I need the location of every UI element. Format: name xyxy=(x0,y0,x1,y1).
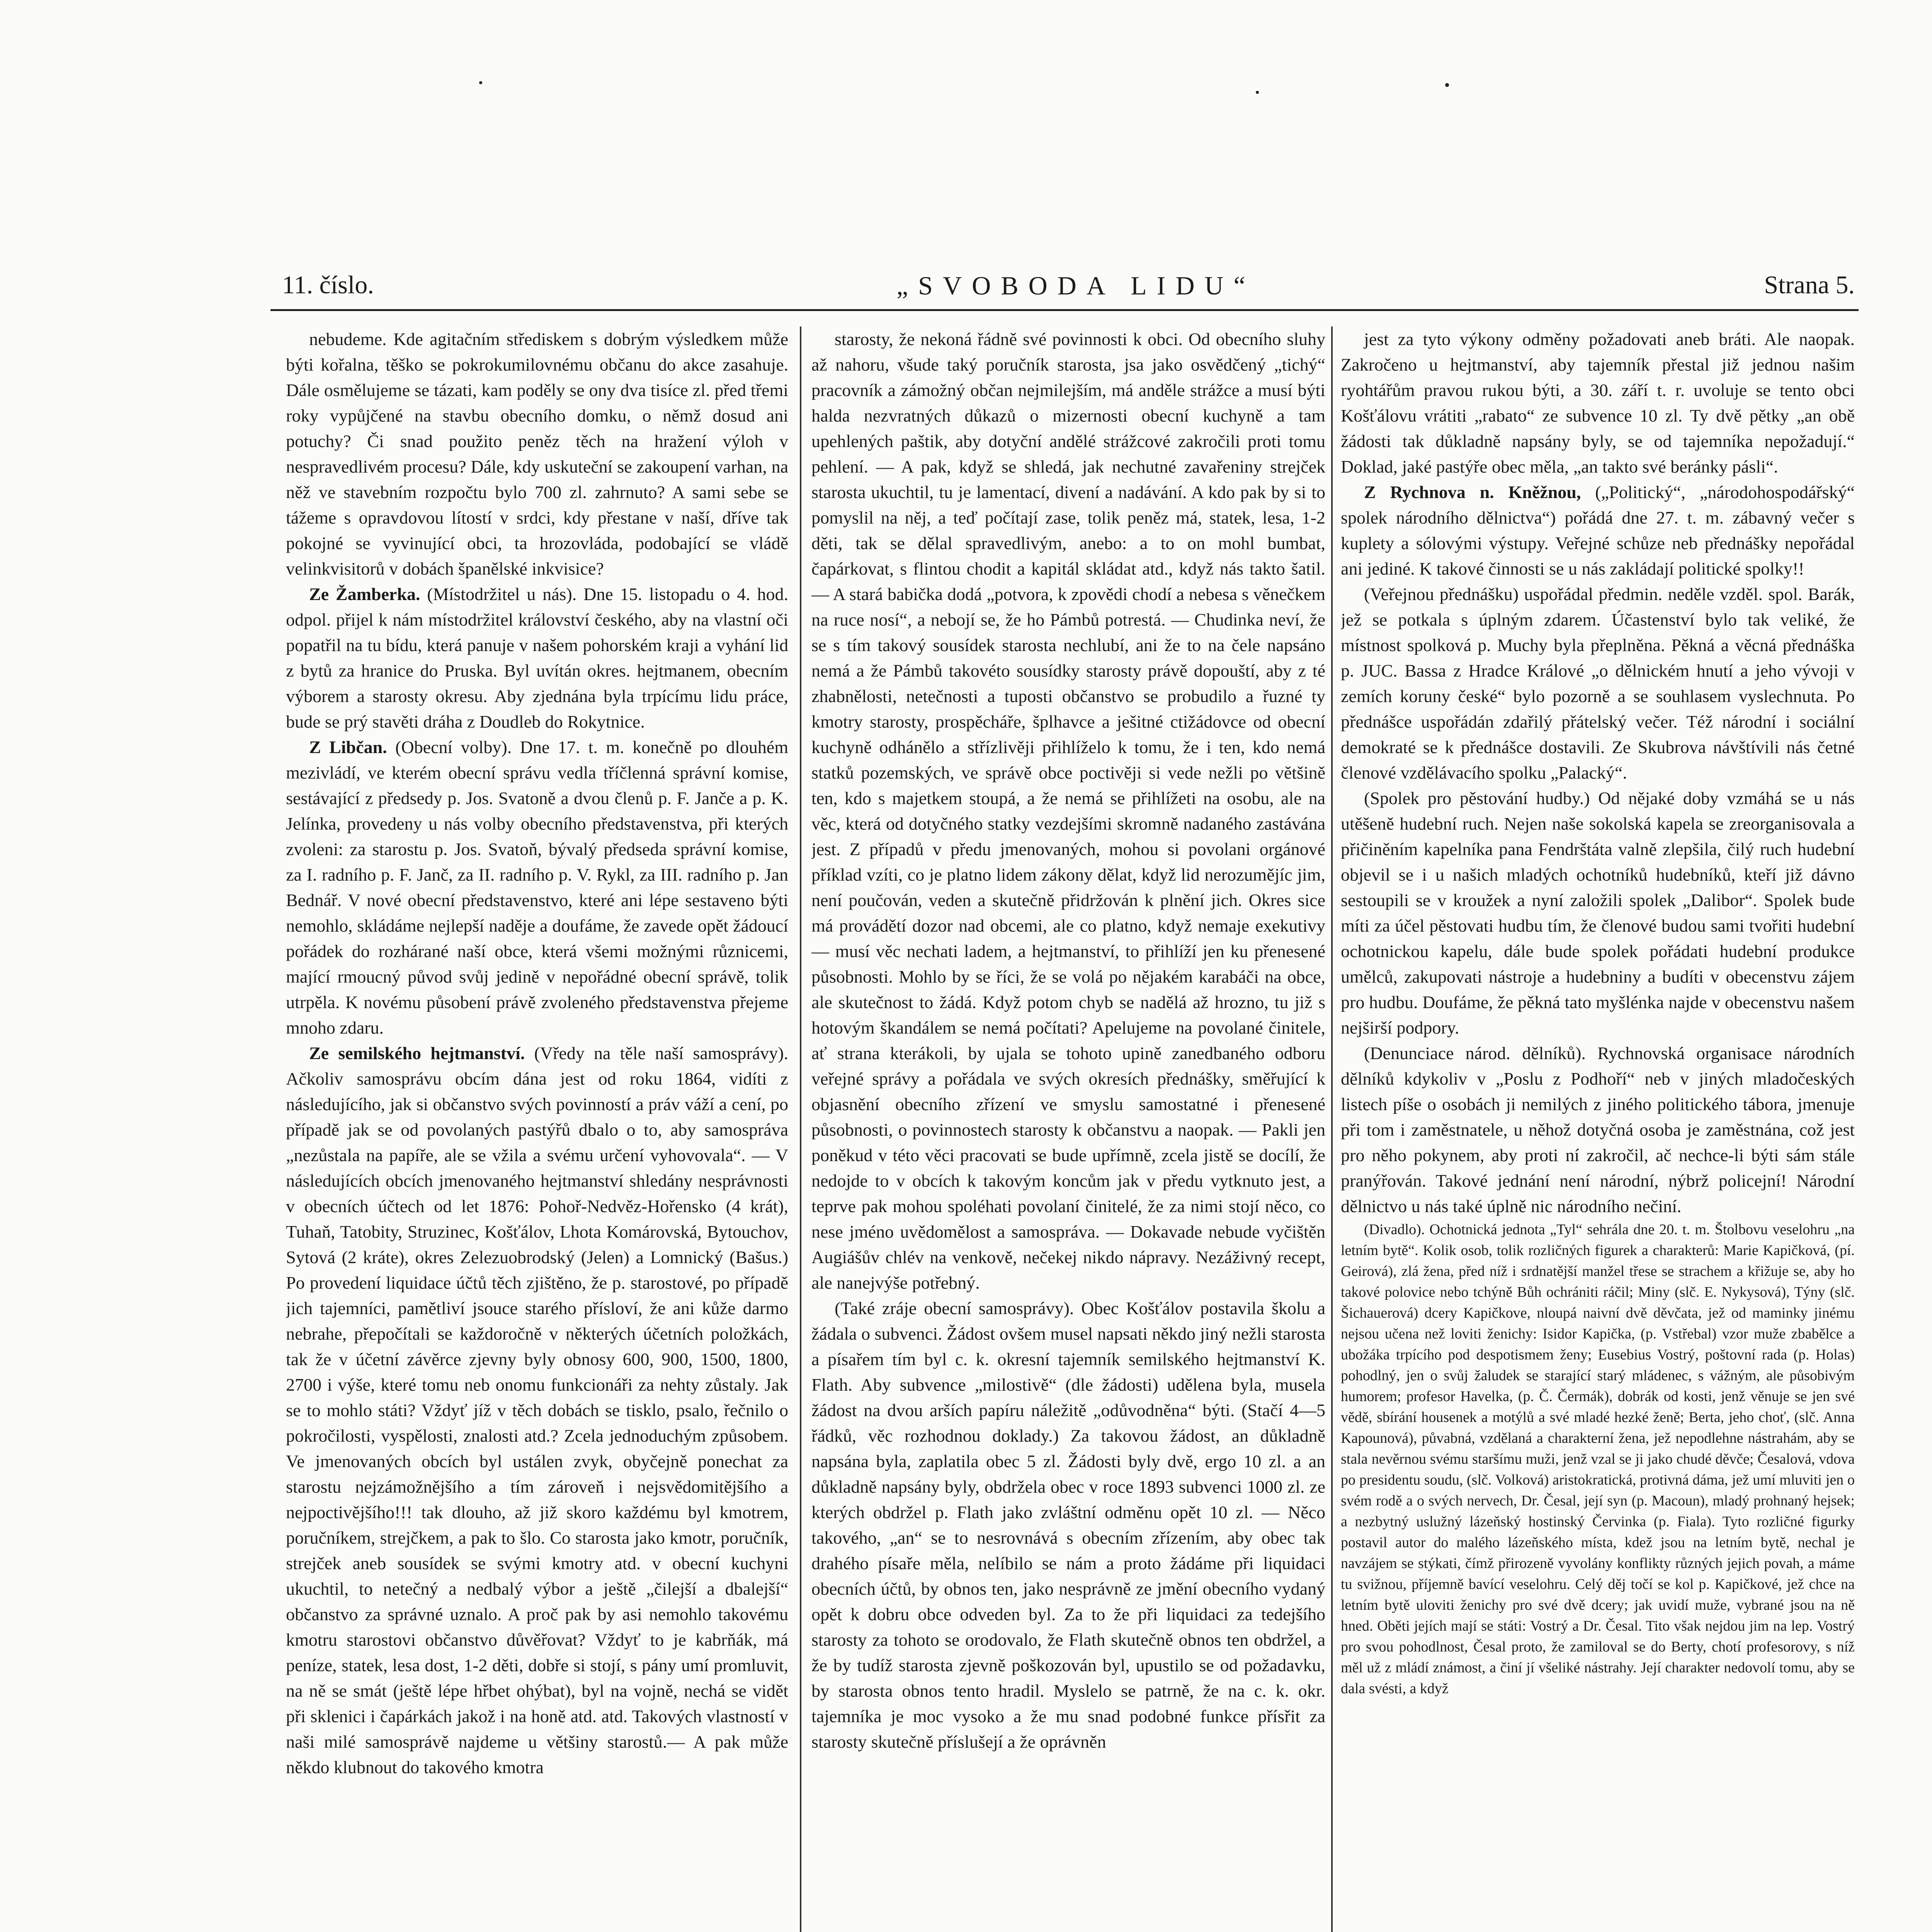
article-heading: Ze semilského hejtmanství. xyxy=(309,1043,525,1063)
article-paragraph xyxy=(1341,327,1855,480)
column-divider xyxy=(1331,327,1333,1932)
article-paragraph xyxy=(286,735,788,1041)
article-paragraph xyxy=(1341,480,1855,582)
article-paragraph xyxy=(1341,1219,1855,1699)
article-paragraph xyxy=(286,582,788,735)
page-header xyxy=(270,270,1855,313)
article-paragraph xyxy=(811,1296,1325,1755)
scan-speck xyxy=(1445,83,1449,87)
header-rule xyxy=(270,309,1859,311)
article-text: (Vředy na těle naší samosprávy). Ačkoliv samosprávu obcím dána jest od roku 1864, vidíti z následujícího, jak si občanstvo svých povinností a práv váží a cení, po případě jak se od povolaných pastýřů dbalo o to, aby samospráva „nezůstala na papíře, ale se vžila a svému určení vyhovovala“. — V následujících obcích jmenovaného hejtmanství shledány nesprávnosti v obecních účtech od let 1876: Pohoř-Nedvěz-Hořensko (4 krát), Tuhaň, Tatobity, Struzinec, Košťálov, Lhota Komárovská, Bytouchov, Sytová (2 kráte), okres Zelezuobrodský (Jelen) a Lomnický (Bašus.) Po provedení liquidace účtů těch zjištěno, že p. starostové, po případě jich tajemníci, pamětliví jsouce starého přísloví, že ani kůže darmo nebrahe, přepočítali se každoročně v některých účetních položkách, tak že v účetní závěrce zjevny byly obnosy 600, 900, 1500, 1800, 2700 i výše, které tomu neb onomu funkcionáři za nehty zůstaly. Jak se to mohlo státi? Vždyť jíž v těch dobách se tisklo, psalo, řečnilo o pokročilosti, vyspělosti, znalosti atd.? Zcela jednoduchým způsobem. Ve jmenovaných obcích byl ustálen zvyk, obyčejně ponechat za starostu nejzámožnějšího a tím zároveň i nejsvědomitějšího a nejpoctivějšího!!! tak dlouho, až již skoro každému byl kmotrem, poručníkem, strejčkem, a pak to šlo. Co starosta jako kmotr, poručník, strejček aneb sousídek se svými kmotry atd. v obecní kuchyni ukuchtil, to netečný a nedbalý výbor a ještě „čilejší a dbalejší“ občanstvo za správné uznalo. A proč pak by asi nemohlo takovému kmotru starostovi občanstvo důvěřovat? Vždyť to je kabrňák, má peníze, statek, lesa dost, 1-2 děti, dobře si stojí, s pány umí promluvit, na ně se smát (ještě lépe hřbet ohýbat), byl na vojně, nechá se vidět při sklenici i čapárkách jakož i na honě atd. atd. Takových vlastností v naši milé samosprávě najdeme u většiny starostů.— A pak může někdo klubnout do takového kmotra xyxy=(286,1043,788,1777)
article-text: (Denunciace národ. dělníků). Rychnovská organisace národních dělníků kdykoliv v „Poslu z Podhoří“ neb v jiných mladočeských listech píše o osobách ji nemilých z jiného politického tábora, jmenuje při tom i zaměstnatele, u něhož dotyčná osoba je zaměstnána, což jest pro něho pokynem, aby proti ní zakročil, ač nechce-li býti sám stále pranýřován. Takové jednání není národní, nýbrž policejní! Národní dělnictvo u nás také úplně nic národního nečiní. xyxy=(1341,1043,1855,1216)
column-3 xyxy=(1341,327,1855,1932)
scan-speck xyxy=(479,81,482,84)
page-number: Strana 5. xyxy=(1764,271,1855,299)
article-text: (Veřejnou přednášku) uspořádal předmin. neděle vzděl. spol. Barák, jež se potkala s úplným zdarem. Účastenství bylo tak veliké, že místnost spolková p. Muchy byla přeplněna. Pěkná a věcná přednáška p. JUC. Bassa z Hradce Králové „o dělnickém hnutí a jeho vývoji v zemích koruny české“ bylo pozorně a se souhlasem vyslechnuta. Po přednášce uspořádán zdařilý přátelský večer. Též národní i sociální demokraté se k přednášce dostavili. Ze Skubrova návštívili nás četné členové vzdělávacího spolku „Palacký“. xyxy=(1341,584,1855,782)
article-text: starosty, že nekoná řádně své povinnosti k obci. Od obecního sluhy až nahoru, všude taký poručník starosta, jsa jako osvědčený „tichý“ pracovník a zámožný občan nejmilejším, má anděle strážce a musí býti halda nezvratných důkazů o mizernosti obecní kuchyně a tam upehlených paštik, aby dotyční andělé strážcové zakročili proti tomu pehlení. — A pak, když se shledá, jak nechutné zavařeniny strejček starosta ukuchtil, tu je lamentací, divení a nadávání. A kdo pak by si to pomyslil na něj, a teď počítají zase, tolik peněz má, statek, lesa, 1-2 děti, tak se dělal spravedlivým, anebo: a to on mohl bumbat, čapárkovat, s flintou chodit a kapitál skládat atd., když nás takto šatil. — A stará babička dodá „potvora, k zpovědi chodí a nebesa s věnečkem na ruce nosí“, a nebojí se, že ho Pámbů potrestá. — Chudinka neví, že se s tím takový sousídek starosta nechlubí, ani že to na čele napsáno nemá a že Pámbů takovéto sousídky starosty právě dopouští, aby z té zhabnělosti, netečnosti a tuposti občanstvo se probudilo a řuzné ty kmotry starosty, prospěcháře, šplhavce a ješitné ctižádovce od obecní kuchyně odhánělo a střízlivěji přihlíželo k tomu, že i ten, kdo nemá statků pozemských, ve správě obce poctivěji si vede nežli po většině ten, kdo s majetkem stoupá, a že nemá se přihlížeti na osobu, ale na věc, která od dotyčného statky vezdejšími skromně nadaného zastávána jest. Z případů v předu jmenovaných, mohou si povolani orgánové příklad vzíti, co je platno lidem zákony dělat, když lid nerozumějíc jim, není poučován, veden a skutečně přidržován k plnění jich. Okres sice má provádětí dozor nad obcemi, ale co platno, když nemaje exekutivy — musí věc nechati ladem, a hejtmanství, to přihlíží jen ku přenesené působnosti. Mohlo by se říci, že se volá po nějakém karabáči na obce, ale skutečnost to žádá. Když potom chyb se nadělá až hrozno, tu již s hotovým škandálem se nemá počítati? Apelujeme na povolané činitele, ať strana kterákoli, by ujala se tohoto upině zanedbaného odboru veřejné správy a pořádala ve svých okresích přednášky, směřující k objasnění obecního zřízení ve smyslu samostatné i přenesené působnosti, o povinnostech starosty k občanstvu a naopak. — Pakli jen poněkud v této věci pracovati se bude upřímně, zcela jistě se docílí, že nedojde to v obcích k takovým koncům jak v předu vytknuto jest, a teprve pak mohou spoléhati povolaní činitelé, že za nimi stojí něco, co nese jméno uvědomělost a samospráva. — Dokavade nebude vyčištěn Augiášův chlév na venkově, nečekej nikdo nápravy. Nezáživný recept, ale nanejvýše potřebný. xyxy=(811,329,1325,1293)
newspaper-title: „SVOBODA LIDU“ xyxy=(896,271,1255,300)
article-text: (Místodržitel u nás). Dne 15. listopadu o 4. hod. odpol. přijel k nám místodržitel království českého, aby na vlastní oči popatřil na tu bídu, která panuje v našem pohorském kraji a vyhání lid z bytů za hranice do Pruska. Byl uvítán okres. hejtmanem, obecním výborem a starosty okresu. Aby zjednána byla trpícímu lidu práce, bude se prý stavěti dráha z Doudleb do Rokytnice. xyxy=(286,584,788,731)
article-heading: Z Rychnova n. Kněžnou, xyxy=(1364,482,1581,502)
issue-number: 11. číslo. xyxy=(282,271,374,299)
article-heading: Ze Žamberka. xyxy=(309,584,420,604)
column-2 xyxy=(811,327,1325,1932)
article-paragraph xyxy=(286,1041,788,1780)
article-text: (Spolek pro pěstování hudby.) Od nějaké doby vzmáhá se u nás utěšeně hudební ruch. Nejen naše sokolská kapela se zreorganisovala a přičiněním kapelníka pana Fendrštáta valně zlepšila, čilý ruch hudební objevil se i u našich mladých ochotníků hudebníků, kteří již dávno sestoupili se v kroužek a nyní založili spolek „Dalibor“. Spolek bude míti za účel pěstovati hudbu tím, že členové budou sami tvořiti hudební ochotnickou kapelu, dále bude spolek pořádati hudební produkce umělců, zakupovati nástroje a hudebniny a budíti v obecenstvu zájem pro hudbu. Doufáme, že pěkná tato myšlénka najde v obecenstvu našem nejširší podpory. xyxy=(1341,788,1855,1037)
article-heading: Z Libčan. xyxy=(309,737,387,757)
article-paragraph xyxy=(1341,786,1855,1041)
scan-speck xyxy=(1256,91,1259,94)
article-text: nebudeme. Kde agitačním střediskem s dobrým výsledkem může býti kořalna, těško se pokrokumilovnému občanu do akce zasahuje. Dále osmělujeme se tázati, kam poděly se ony dva tisíce zl. před třemi roky vypůjčené na stavbu obecního domku, o němž dosud ani potuchy? Či snad použito peněz těch na hražení výloh v nespravedlivém procesu? Dále, kdy uskuteční se zakoupení varhan, na něž ve stavebním rozpočtu bylo 700 zl. zahrnuto? A sami sebe se tážeme s opravdovou lítostí v srdci, kdy přestane v naší, dříve tak pokojné se vyvinující obci, ta hrozovláda, podobající se vládě velinkvisitorů v dobách španělské inkvisice? xyxy=(286,329,788,578)
article-paragraph xyxy=(286,327,788,582)
article-paragraph xyxy=(1341,582,1855,786)
column-divider xyxy=(800,327,801,1932)
article-paragraph xyxy=(811,327,1325,1296)
article-paragraph xyxy=(1341,1041,1855,1219)
article-text: (Divadlo). Ochotnická jednota „Tyl“ sehrála dne 20. t. m. Štolbovu veselohru „na letním bytě“. Kolik osob, tolik rozličných figurek a charakterů: Marie Kapičková, (pí. Geirová), zlá žena, před níž i srdnatější manžel třese se strachem a křižuje se, aby ho takové polovice nebo tchýně Bůh ochrániti ráčil; Miny (slč. E. Nykysová), Týny (slč. Šichauerová) dcery Kapičkove, nloupá naivní dvě děvčata, jež od maminky jinému nejsou učena než loviti ženichy: Isidor Kapička, (p. Vstřebal) vzor muže zbabělce a ubožáka trpícího pod despotismem ženy; Eusebius Vostrý, poštovní rada (p. Holas) pohodlný, jen o svůj žaludek se starající starý mládenec, s vážným, ale působivým humorem; profesor Havelka, (p. Č. Čermák), dobrák od kosti, jenž věnuje se jen své vědě, sbírání housenek a motýlů a své mladé hezké ženě; Berta, jeho choť, (slč. Anna Kapounová), půvabná, vzdělaná a charakterní žena, jež nepodlehne nástrahám, aby se stala nevěrnou svému staršímu muži, jenž vzal se ji jako chudé děvče; Česalová, vdova po presidentu soudu, (slč. Volková) aristokratická, protivná dáma, jež umí mluviti jen o svém rodě a o svých nervech, Dr. Česal, její syn (p. Macoun), mladý prohnaný hejsek; a nezbytný uslužný lázeňský hostinský Červinka (p. Fiala). Tyto rozličné figurky postavil autor do malého lázeňského místa, kdež jsou na letním bytě, nechal je navzájem se stýkati, čímž přirozeně vyvolány konflikty různých jejich povah, a máme tu svižnou, příjemně bavící veselohru. Celý děj točí se kol p. Kapičkové, jež chce na letním bytě uloviti ženichy pro své dvě dcery; jak uvidí muže, vybrané jsou na ně hned. Oběti jejích mají se státi: Vostrý a Dr. Česal. Tito však nejdou jim na lep. Vostrý pro svou pohodlnost, Česal proto, že zamiloval se do Berty, chotí profesorovy, s níž měl už z mládí známost, a činí jí všeliké nástrahy. Její charakter nedovolí tomu, aby se dala svésti, a když xyxy=(1341,1221,1855,1697)
article-text: („Politický“, „národohospodářský“ spolek národního dělnictva“) pořádá dne 27. t. m. zábavný večer s kuplety a sólovými výstupy. Veřejné schůze neb přednášky nepořádal ani jediné. K takové činnosti se u nás zakládají politické spolky!! xyxy=(1341,482,1855,578)
article-text: (Obecní volby). Dne 17. t. m. konečně po dlouhém mezivládí, ve kterém obecní správu vedla tříčlenná správní komise, sestávající z předsedy p. Jos. Svatoně a dvou členů p. F. Janče a p. K. Jelínka, provedeny u nás volby obecního představenstva, při kterých zvoleni: za starostu p. Jos. Svatoň, bývalý předseda správní komise, za I. radního p. F. Janč, za II. radního p. V. Rykl, za III. radního p. Jan Bednář. V nové obecní představenstvo, které ani lépe sestaveno býti nemohlo, skládáme nejlepší naděje a doufáme, že zavede opět žádoucí pořádek do rozhárané naší obce, která všemi možnými různicemi, mající rmoucný původ svůj jedině v nepořádné obecní správě, tolik utrpěla. K novému působení právě zvoleného představenstva přejeme mnoho zdaru. xyxy=(286,737,788,1037)
column-1 xyxy=(286,327,788,1932)
article-text: jest za tyto výkony odměny požadovati aneb bráti. Ale naopak. Zakročeno u hejtmanství, aby tajemník přestal již jednou našim ryohtářům pravou rukou býti, a 30. září t. r. uvoluje se tento obci Košťálovu vrátiti „rabato“ ze subvence 10 zl. Ty dvě pětky „an obě žádosti tak důkladně napsány byly, se od tajemníka nepožadují.“ Doklad, jaké pastýře obec měla, „an takto své beránky pásli“. xyxy=(1341,329,1855,476)
article-text: (Také zráje obecní samosprávy). Obec Košťálov postavila školu a žádala o subvenci. Žádost ovšem musel napsati někdo jiný nežli starosta a písařem tím byl c. k. okresní tajemník semilského hejtmanství K. Flath. Aby subvence „milostivě“ (dle žádosti) udělena byla, musela žádost na dvou arších papíru náležitě „odůvodněna“ býti. (Stačí 4—5 řádků, věc rozhodnou doklady.) Za takovou žádost, an důkladně napsána byla, zaplatila obec 5 zl. Žádosti byly dvě, ergo 10 zl. a an důkladně napsány byly, obdržela obec v roce 1893 subvenci 1000 zl. ze kterých obdržel p. Flath jako zvláštní odměnu opět 10 zl. — Něco takového, „an“ se to nesrovnává s obecním zřízením, aby obec tak drahého písaře měla, nelíbilo se nám a proto žádáme při liquidaci obecních účtů, by obnos ten, jako nesprávně ze jmění obecního vydaný opět k dobru obce odveden byl. Za to že při liquidaci za tedejšího starosty za tohoto se orodovalo, že Flath skutečně obnos ten obdržel, a že by tudíž starosta zjevně poškozován byl, upustilo se od požadavku, by starosta obnos tento hradil. Myslelo se patrně, že na c. k. okr. tajemníka je moc vysoko a že mu snad podobné funkce přísřit za starosty skutečně příslušejí a že oprávněn xyxy=(811,1298,1325,1752)
